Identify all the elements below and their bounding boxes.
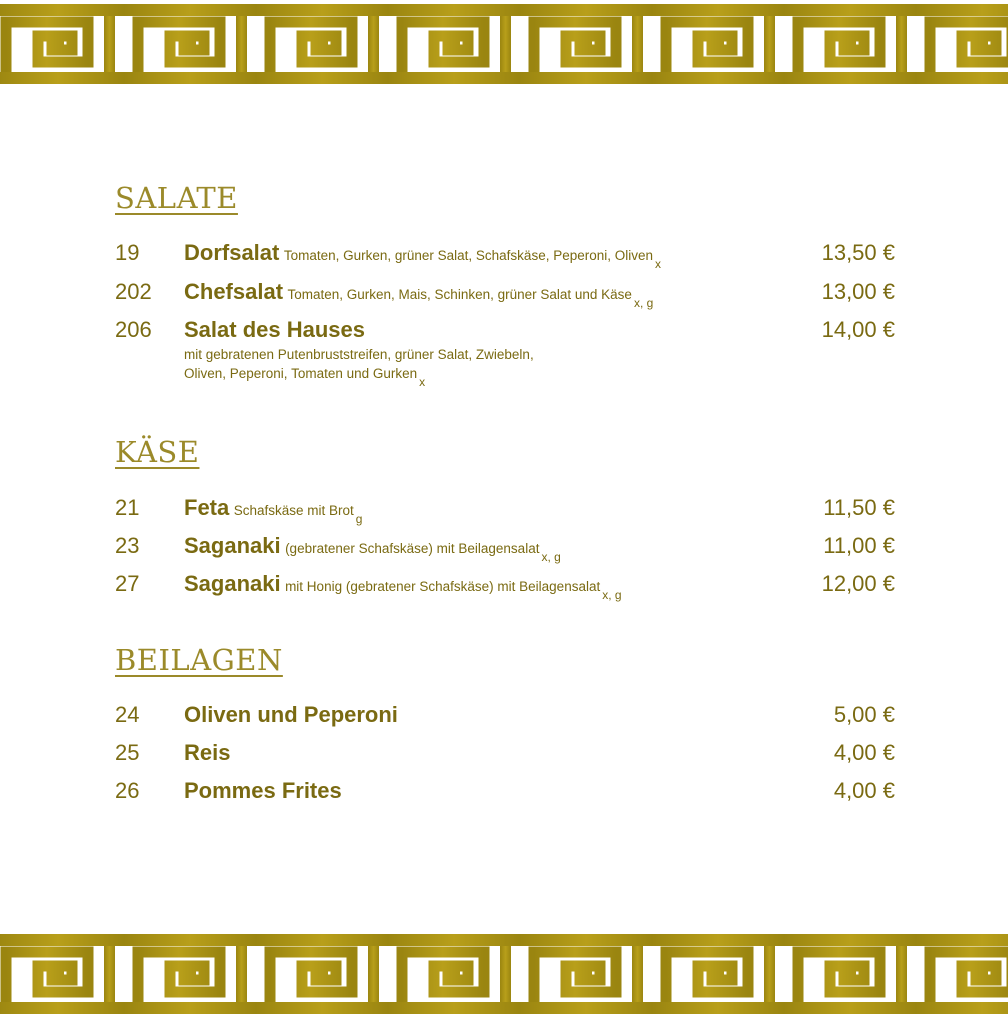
item-description: (gebratener Schafskäse) mit Beilagensalat: [285, 541, 540, 556]
item-description: Tomaten, Gurken, Mais, Schinken, grüner Salat und Käse: [287, 287, 632, 302]
item-description: mit Honig (gebratener Schafskäse) mit Beilagensalat: [285, 579, 601, 594]
item-price: 11,00 €: [823, 533, 895, 558]
item-description: mit gebratenen Putenbruststreifen, grüner Salat, Zwiebeln, Oliven, Peperoni, Tomaten und Gurkenx: [184, 347, 534, 389]
item-price: 14,00 €: [821, 317, 895, 342]
item-description: Tomaten, Gurken, grüner Salat, Schafskäse, Peperoni, Oliven: [283, 248, 654, 263]
item-name: Dorfsalat: [184, 240, 280, 265]
item-description: Schafskäse mit Brot: [233, 503, 354, 518]
item-price: 11,50 €: [823, 495, 895, 520]
item-allergens: x, g: [541, 550, 561, 564]
item-name: Oliven und Peperoni: [184, 702, 398, 727]
item-allergens: x, g: [633, 296, 654, 310]
item-price: 4,00 €: [833, 778, 895, 803]
item-number: 25: [115, 740, 140, 765]
item-number: 24: [115, 702, 140, 727]
item-name: Saganaki: [184, 533, 281, 558]
item-number: 21: [115, 495, 140, 520]
item-price: 12,00 €: [821, 571, 895, 596]
item-allergens: g: [355, 512, 363, 526]
item-number: 202: [115, 279, 152, 304]
item-price: 13,50 €: [821, 240, 895, 265]
section-title-kaese: KÄSE: [115, 435, 200, 469]
item-allergens: x: [419, 375, 426, 389]
item-name: Chefsalat: [184, 279, 284, 304]
item-number: 206: [115, 317, 152, 342]
item-price: 4,00 €: [833, 740, 895, 765]
item-allergens: x, g: [602, 588, 622, 602]
section-title-salate: SALATE: [115, 181, 238, 215]
item-number: 27: [115, 571, 140, 596]
item-number: 26: [115, 778, 140, 803]
section-title-beilagen: BEILAGEN: [115, 643, 283, 677]
item-name: Saganaki: [184, 571, 281, 596]
item-name: Pommes Frites: [184, 778, 342, 803]
item-price: 5,00 €: [833, 702, 895, 727]
item-name: Reis: [184, 740, 231, 765]
item-price: 13,00 €: [821, 279, 895, 304]
item-name: Salat des Hauses: [184, 317, 365, 342]
greek-key-border-bottom: [0, 930, 1008, 1018]
item-allergens: x: [655, 257, 662, 271]
item-name: Feta: [184, 495, 230, 520]
item-number: 19: [115, 240, 140, 265]
greek-key-border-top: [0, 0, 1008, 88]
item-number: 23: [115, 533, 140, 558]
